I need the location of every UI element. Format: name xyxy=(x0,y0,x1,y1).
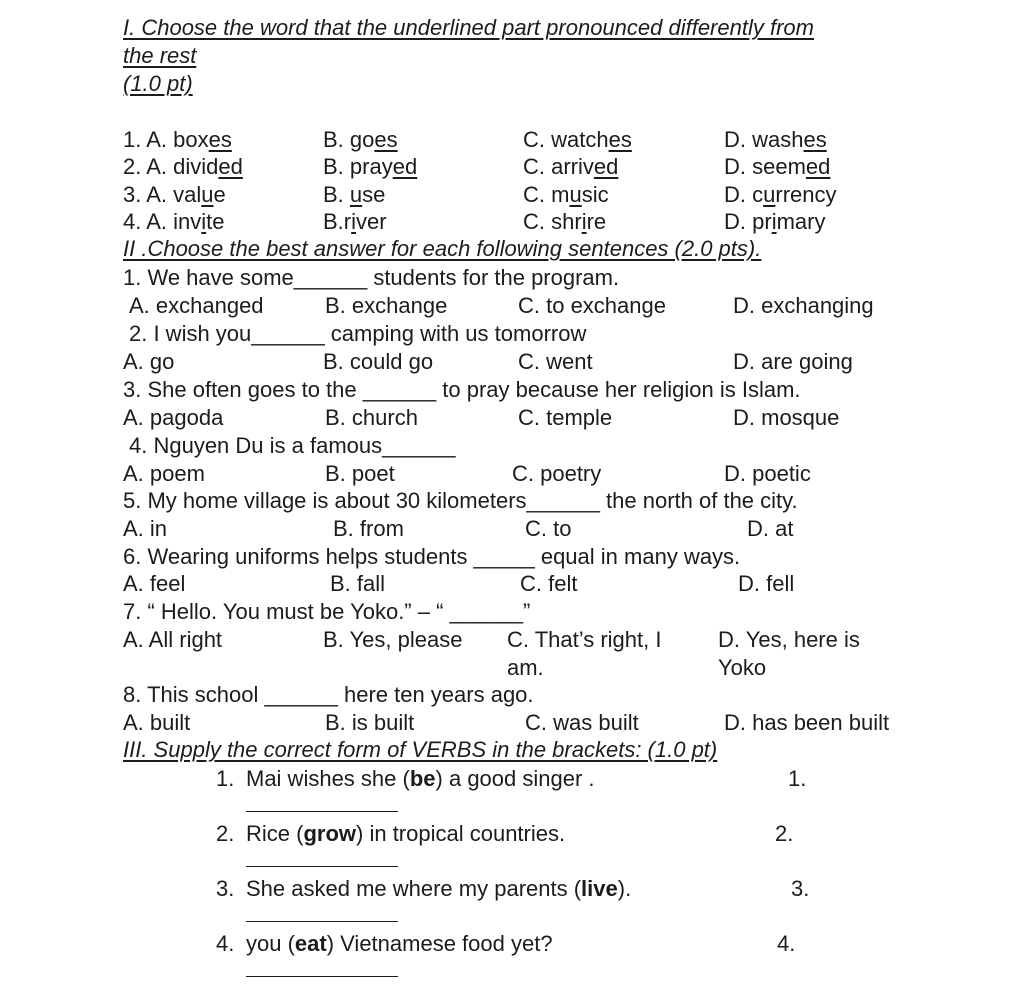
q4-option-b: B. poet xyxy=(325,461,395,486)
q8-option-d: D. has been built xyxy=(724,710,890,735)
part2-question-4: 4. Nguyen Du is a famous______ xyxy=(129,433,456,458)
q4-option-c: C. poetry xyxy=(512,461,602,486)
q2-option-c: C. went xyxy=(518,349,593,374)
q6-option-c: C. felt xyxy=(520,571,578,596)
q6-option-b: B. fall xyxy=(330,571,386,596)
q2-option-b: B. could go xyxy=(323,349,434,374)
option-a: 2. A. divided xyxy=(123,154,243,179)
q1-option-b: B. exchange xyxy=(325,293,448,318)
answer-blank xyxy=(246,921,398,922)
q7-option-b: B. Yes, please xyxy=(323,627,463,652)
option-b: B. prayed xyxy=(323,154,418,179)
q3-option-c: C. temple xyxy=(518,405,613,430)
part2-question-1: 1. We have some______ students for the program. xyxy=(123,265,620,290)
q8-option-b: B. is built xyxy=(325,710,415,735)
q7-option-c-line2: am. xyxy=(507,655,544,680)
q2-option-a: A. go xyxy=(123,349,175,374)
q5-option-d: D. at xyxy=(747,516,794,541)
q8-option-c: C. was built xyxy=(525,710,639,735)
option-c: C. music xyxy=(523,182,609,207)
q5-option-a: A. in xyxy=(123,516,168,541)
q5-option-b: B. from xyxy=(333,516,404,541)
part2-question-3: 3. She often goes to the ______ to pray because her religion is Islam. xyxy=(123,377,801,402)
q5-option-c: C. to xyxy=(525,516,572,541)
option-a: 4. A. invite xyxy=(123,209,225,234)
item-sentence: you (eat) Vietnamese food yet? xyxy=(246,931,553,956)
q7-option-d-line2: Yoko xyxy=(718,655,767,680)
answer-blank xyxy=(246,976,398,977)
part3-heading: III. Supply the correct form of VERBS in the brackets: (1.0 pt) xyxy=(123,737,718,762)
answer-blank xyxy=(246,811,398,812)
item-sentence: She asked me where my parents (live). xyxy=(246,876,632,901)
q3-option-a: A. pagoda xyxy=(123,405,224,430)
option-b: B. goes xyxy=(323,127,398,152)
answer-label: 1. xyxy=(788,766,807,791)
option-b: B. use xyxy=(323,182,386,207)
q7-option-d-line1: D. Yes, here is xyxy=(718,627,860,652)
q2-option-d: D. are going xyxy=(733,349,853,374)
q4-option-a: A. poem xyxy=(123,461,205,486)
item-number: 3. xyxy=(216,876,235,901)
option-a: 1. A. boxes xyxy=(123,127,232,152)
option-a: 3. A. value xyxy=(123,182,226,207)
option-b: B.river xyxy=(323,209,387,234)
q4-option-d: D. poetic xyxy=(724,461,811,486)
q8-option-a: A. built xyxy=(123,710,191,735)
option-d: D. primary xyxy=(724,209,826,234)
item-number: 1. xyxy=(216,766,235,791)
answer-label: 4. xyxy=(777,931,796,956)
part2-question-2: 2. I wish you______ camping with us tomorrow xyxy=(129,321,587,346)
option-c: C. shrire xyxy=(523,209,607,234)
part2-question-5: 5. My home village is about 30 kilometers______ the north of the city. xyxy=(123,488,798,513)
part1-heading-line2: the rest xyxy=(123,43,197,68)
part2-heading: II .Choose the best answer for each following sentences (2.0 pts). xyxy=(123,236,762,261)
option-d: D. seemed xyxy=(724,154,831,179)
q7-option-a: A. All right xyxy=(123,627,223,652)
item-number: 4. xyxy=(216,931,235,956)
item-sentence: Mai wishes she (be) a good singer . xyxy=(246,766,595,791)
q1-option-d: D. exchanging xyxy=(733,293,874,318)
answer-label: 2. xyxy=(775,821,794,846)
item-number: 2. xyxy=(216,821,235,846)
q1-option-a: A. exchanged xyxy=(129,293,264,318)
item-sentence: Rice (grow) in tropical countries. xyxy=(246,821,566,846)
option-c: C. arrived xyxy=(523,154,619,179)
q6-option-d: D. fell xyxy=(738,571,795,596)
part1-heading-line1: I. Choose the word that the underlined part pronounced differently from xyxy=(123,15,814,40)
q3-option-d: D. mosque xyxy=(733,405,840,430)
option-d: D. washes xyxy=(724,127,827,152)
answer-blank xyxy=(246,866,398,867)
answer-label: 3. xyxy=(791,876,810,901)
q3-option-b: B. church xyxy=(325,405,418,430)
option-d: D. currency xyxy=(724,182,837,207)
part2-question-6: 6. Wearing uniforms helps students _____ equal in many ways. xyxy=(123,544,741,569)
part2-question-7: 7. “ Hello. You must be Yoko.” – “ ______” xyxy=(123,599,531,624)
part1-points: (1.0 pt) xyxy=(123,71,193,96)
q1-option-c: C. to exchange xyxy=(518,293,666,318)
q6-option-a: A. feel xyxy=(123,571,186,596)
q7-option-c-line1: C. That’s right, I xyxy=(507,627,662,652)
option-c: C. watches xyxy=(523,127,632,152)
part2-question-8: 8. This school ______ here ten years ago. xyxy=(123,682,534,707)
